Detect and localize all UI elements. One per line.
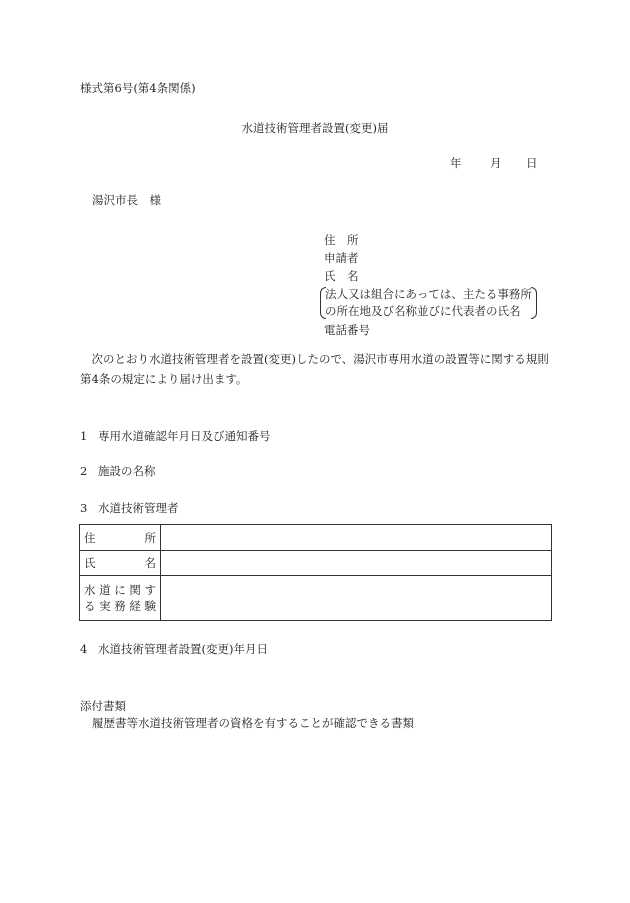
table-row-name bbox=[80, 551, 552, 576]
label-char: 水 bbox=[84, 583, 96, 597]
label-char: 務 bbox=[114, 599, 126, 613]
item-1-number: 1 bbox=[80, 429, 88, 443]
attachment-title: 添付書類 bbox=[80, 699, 126, 713]
date-line bbox=[450, 156, 538, 171]
item-3-label: 水道技術管理者 bbox=[98, 501, 179, 515]
body-text-content: 次のとおり水道技術管理者を設置(変更)したので、湯沢市専用水道の設置等に関する規則第4条の規定により届け出ます。 bbox=[80, 352, 549, 386]
addressee: 湯沢市長 様 bbox=[92, 193, 161, 207]
item-3 bbox=[80, 501, 179, 516]
label-char: る bbox=[84, 599, 96, 613]
experience-label-line-2 bbox=[84, 598, 156, 614]
label-char: 名 bbox=[144, 556, 156, 570]
month-label: 月 bbox=[490, 156, 502, 170]
address-value-cell[interactable] bbox=[161, 525, 552, 551]
label-char: 験 bbox=[144, 599, 156, 613]
label-char: 所 bbox=[144, 530, 156, 545]
applicant-name-label: 氏 名 bbox=[324, 269, 359, 283]
name-value-cell[interactable] bbox=[161, 551, 552, 576]
item-2 bbox=[80, 464, 156, 479]
corporate-note-line-1: 法人又は組合にあっては、主たる事務所 bbox=[325, 287, 532, 301]
technical-manager-table bbox=[79, 524, 552, 621]
item-2-label: 施設の名称 bbox=[98, 464, 156, 478]
attachment-content: 履歴書等水道技術管理者の資格を有することが確認できる書類 bbox=[92, 716, 414, 730]
experience-label-cell bbox=[80, 576, 161, 621]
day-label: 日 bbox=[526, 156, 538, 170]
table-row-address bbox=[80, 525, 552, 551]
label-char: す bbox=[144, 583, 156, 597]
table-row-experience bbox=[80, 576, 552, 621]
year-label: 年 bbox=[450, 156, 462, 170]
label-char: 住 bbox=[84, 530, 96, 545]
label-char: 氏 bbox=[84, 556, 96, 570]
right-bracket bbox=[531, 287, 537, 319]
left-bracket bbox=[320, 287, 326, 319]
item-4-label: 水道技術管理者設置(変更)年月日 bbox=[98, 642, 268, 656]
phone-label: 電話番号 bbox=[324, 323, 370, 337]
applicant-address-label: 住 所 bbox=[324, 233, 359, 247]
address-label-cell bbox=[80, 525, 161, 551]
item-3-number: 3 bbox=[80, 501, 88, 515]
document-title: 水道技術管理者設置(変更)届 bbox=[241, 121, 389, 135]
address-label bbox=[84, 530, 156, 546]
corporate-note bbox=[320, 285, 537, 321]
applicant-label: 申請者 bbox=[324, 251, 359, 265]
corporate-note-line-2: の所在地及び名称並びに代表者の氏名 bbox=[325, 304, 521, 318]
name-label bbox=[84, 555, 156, 571]
form-number: 様式第6号(第4条関係) bbox=[80, 81, 196, 95]
body-text bbox=[80, 349, 552, 389]
applicant-block bbox=[324, 231, 537, 339]
experience-label-line-1 bbox=[84, 582, 156, 598]
item-1 bbox=[80, 429, 271, 444]
label-char: 経 bbox=[129, 599, 141, 613]
item-2-number: 2 bbox=[80, 464, 88, 478]
label-char: 道 bbox=[99, 583, 111, 597]
label-char: に bbox=[114, 583, 126, 597]
label-char: 関 bbox=[129, 583, 141, 597]
label-char: 実 bbox=[99, 599, 111, 613]
item-1-label: 専用水道確認年月日及び通知番号 bbox=[98, 429, 271, 443]
experience-value-cell[interactable] bbox=[161, 576, 552, 621]
item-4-number: 4 bbox=[80, 642, 88, 656]
item-4 bbox=[80, 642, 268, 657]
name-label-cell bbox=[80, 551, 161, 576]
